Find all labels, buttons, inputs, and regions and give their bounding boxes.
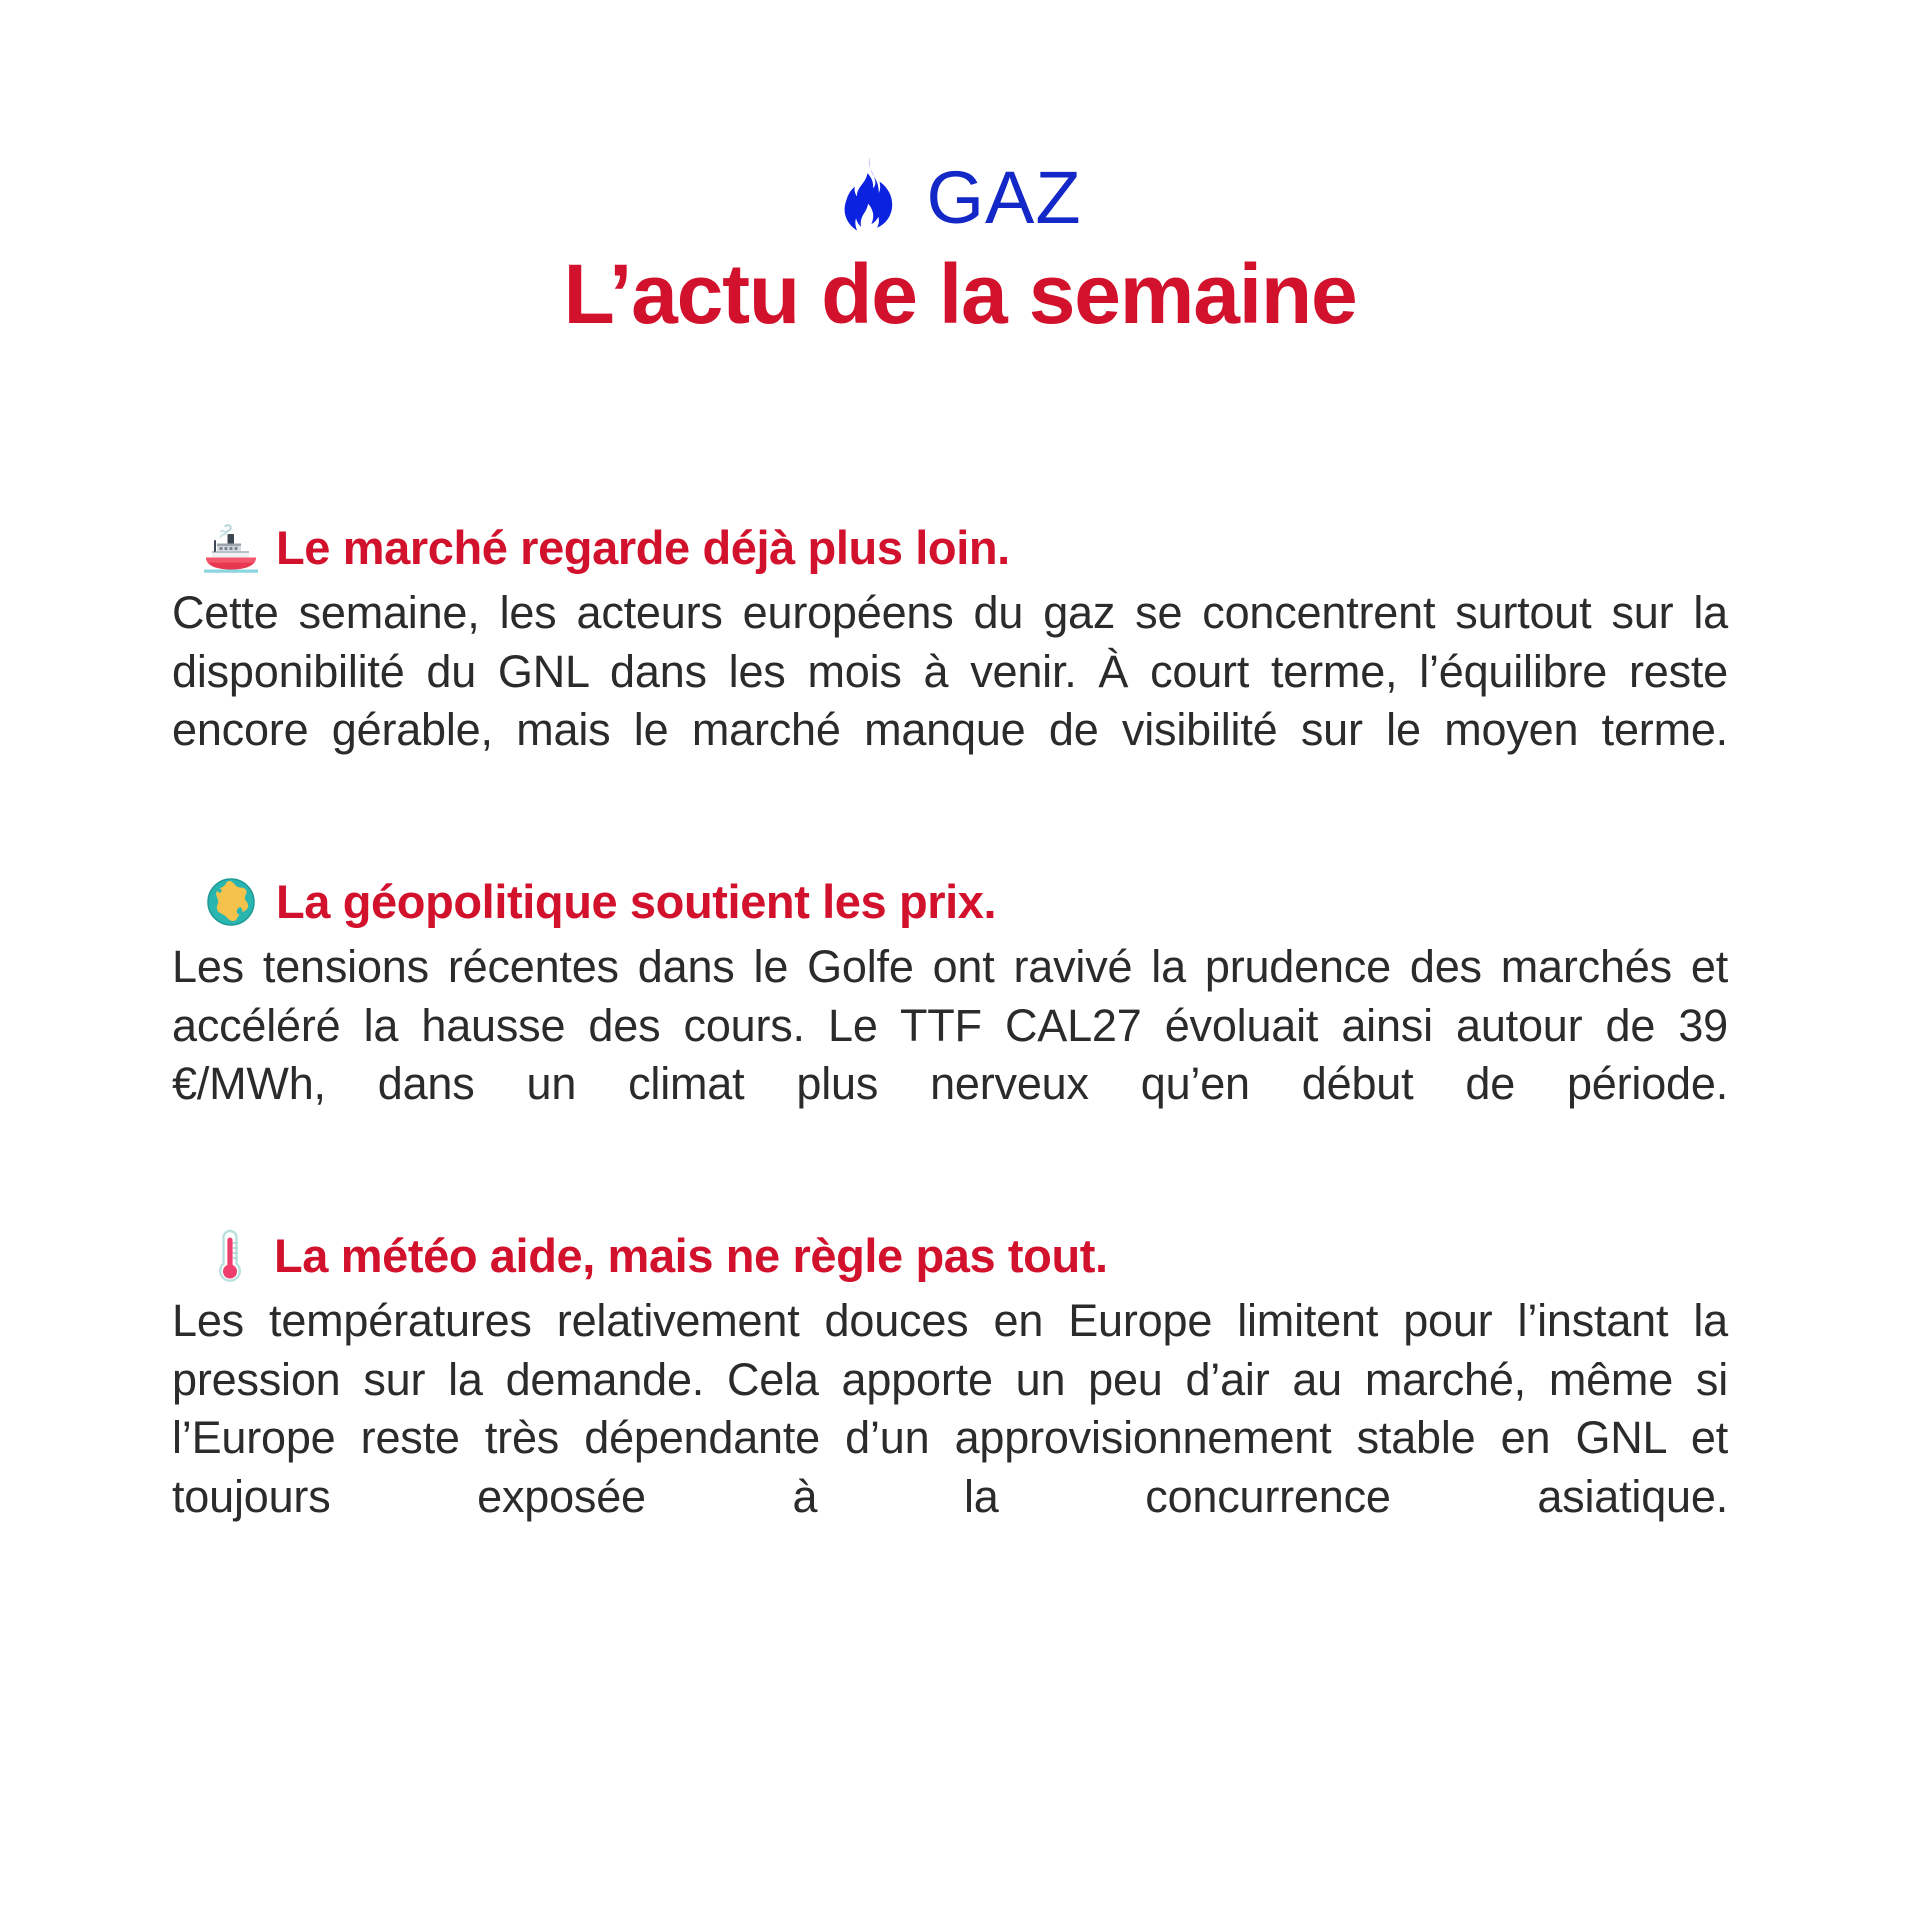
- section-heading: La géopolitique soutient les prix.: [276, 874, 997, 928]
- section-paragraph: Les températures relativement douces en Europe limitent pour l’instant la pression sur la demande. Cela apporte un peu d’air au marché, même si l’Europe reste très dépendante d’un approvisionnement stable en GNL et toujours exposée à la concurrence asiatique.: [172, 1295, 1728, 1522]
- flame-icon: [838, 157, 900, 235]
- globe-europe-africa-icon: [200, 874, 262, 930]
- ship-icon: [200, 520, 262, 576]
- section-heading-row: [172, 520, 1728, 576]
- page-title: L’actu de la semaine: [563, 247, 1357, 341]
- section-paragraph: Les tensions récentes dans le Golfe ont ravivé la prudence des marchés et accéléré la hausse des cours. Le TTF CAL27 évoluait ainsi autour de 39 €/MWh, dans un climat plus nerveux qu’en début de période.: [172, 941, 1728, 1109]
- section-heading: Le marché regarde déjà plus loin.: [276, 520, 1010, 574]
- section-heading-row: [172, 1228, 1728, 1284]
- section-paragraph: Cette semaine, les acteurs européens du gaz se concentrent surtout sur la disponibilité du GNL dans les mois à venir. À court terme, l’équilibre reste encore gérable, mais le marché manque de visibilité sur le moyen terme.: [172, 587, 1728, 755]
- section-heading: La météo aide, mais ne règle pas tout.: [274, 1228, 1108, 1282]
- article-body: [172, 520, 1728, 1585]
- thermometer-icon: [210, 1228, 250, 1284]
- brand-header: [0, 148, 1920, 244]
- section-item: [172, 874, 1728, 1172]
- section-heading-row: [172, 874, 1728, 930]
- brand-wordmark: GAZ: [926, 156, 1082, 239]
- section-item: [172, 1228, 1728, 1585]
- section-item: [172, 520, 1728, 818]
